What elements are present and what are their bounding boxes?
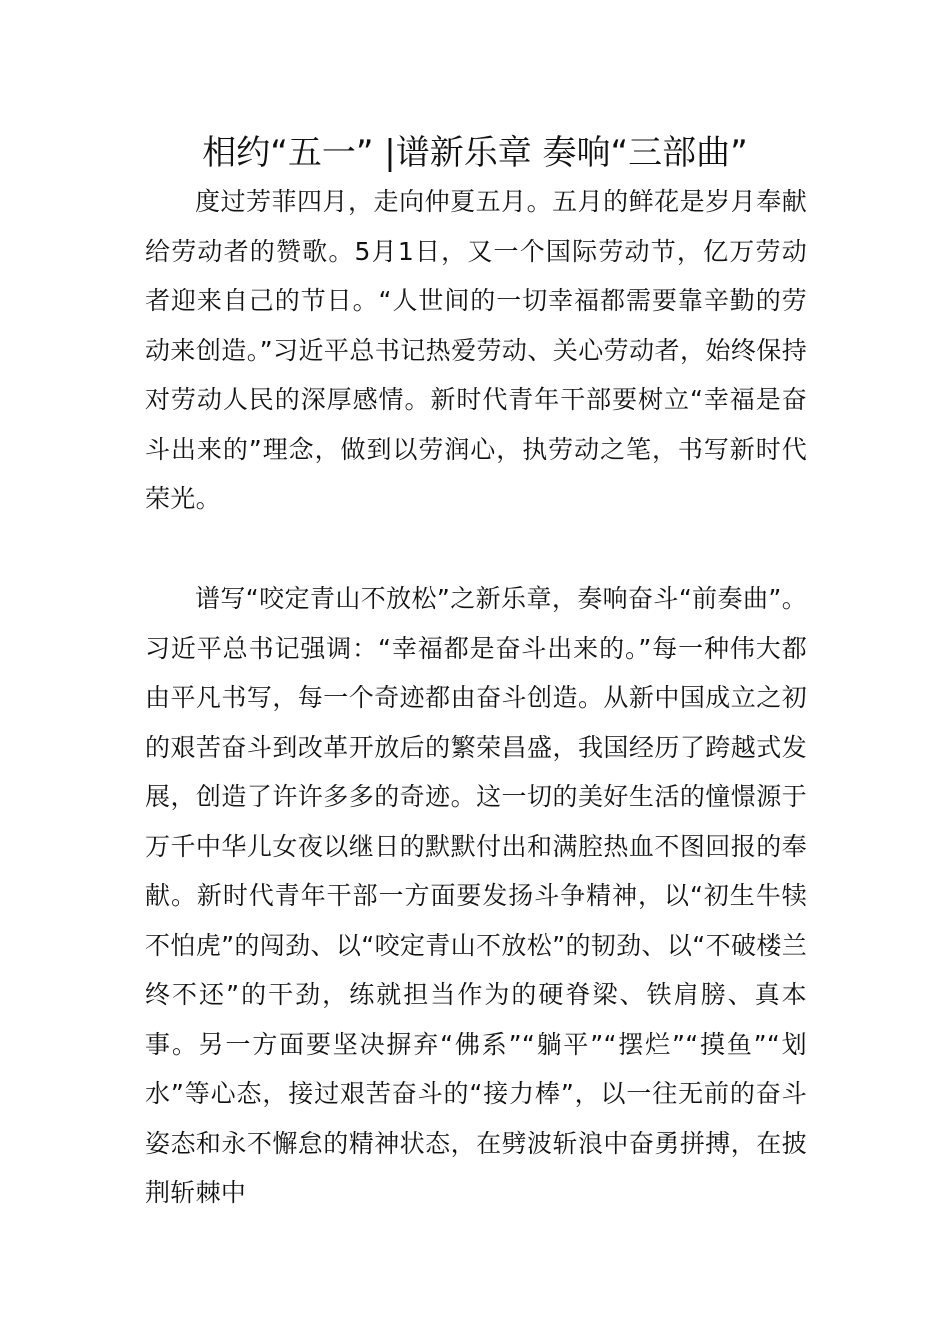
paragraph-intro: 度过芳菲四月，走向仲夏五月。五月的鲜花是岁月奉献给劳动者的赞歌。5月1日，又一个国际劳动节，亿万劳动者迎来自己的节日。“人世间的一切幸福都需要靠辛勤的劳动来创造。”习近平总书记热爱劳动、关心劳动者，始终保持对劳动人民的深厚感情。新时代青年干部要树立“幸福是奋斗出来的”理念，做到以劳润心，执劳动之笔，书写新时代荣光。 <box>145 187 807 513</box>
paragraph-prelude: 谱写“咬定青山不放松”之新乐章，奏响奋斗“前奏曲”。习近平总书记强调：“幸福都是奋斗出来的。”每一种伟大都由平凡书写，每一个奇迹都由奋斗创造。从新中国成立之初的艰苦奋斗到改革开放后的繁荣昌盛，我国经历了跨越式发展，创造了许许多多的奇迹。这一切的美好生活的憧憬源于万千中华儿女夜以继日的默默付出和满腔热血不图回报的奉献。新时代青年干部一方面要发扬斗争精神，以“初生牛犊不怕虎”的闯劲、以“咬定青山不放松”的韧劲、以“不破楼兰终不还”的干劲，练就担当作为的硬脊梁、铁肩膀、真本事。另一方面要坚决摒弃“佛系”“躺平”“摆烂”“摸鱼”“划水”等心态，接过艰苦奋斗的“接力棒”，以一往无前的奋斗姿态和永不懈怠的精神状态，在劈波斩浪中奋勇拼搏，在披荆斩棘中 <box>145 584 807 1207</box>
document-title: 相约“五一” |谱新乐章 奏响“三部曲” <box>202 133 748 173</box>
